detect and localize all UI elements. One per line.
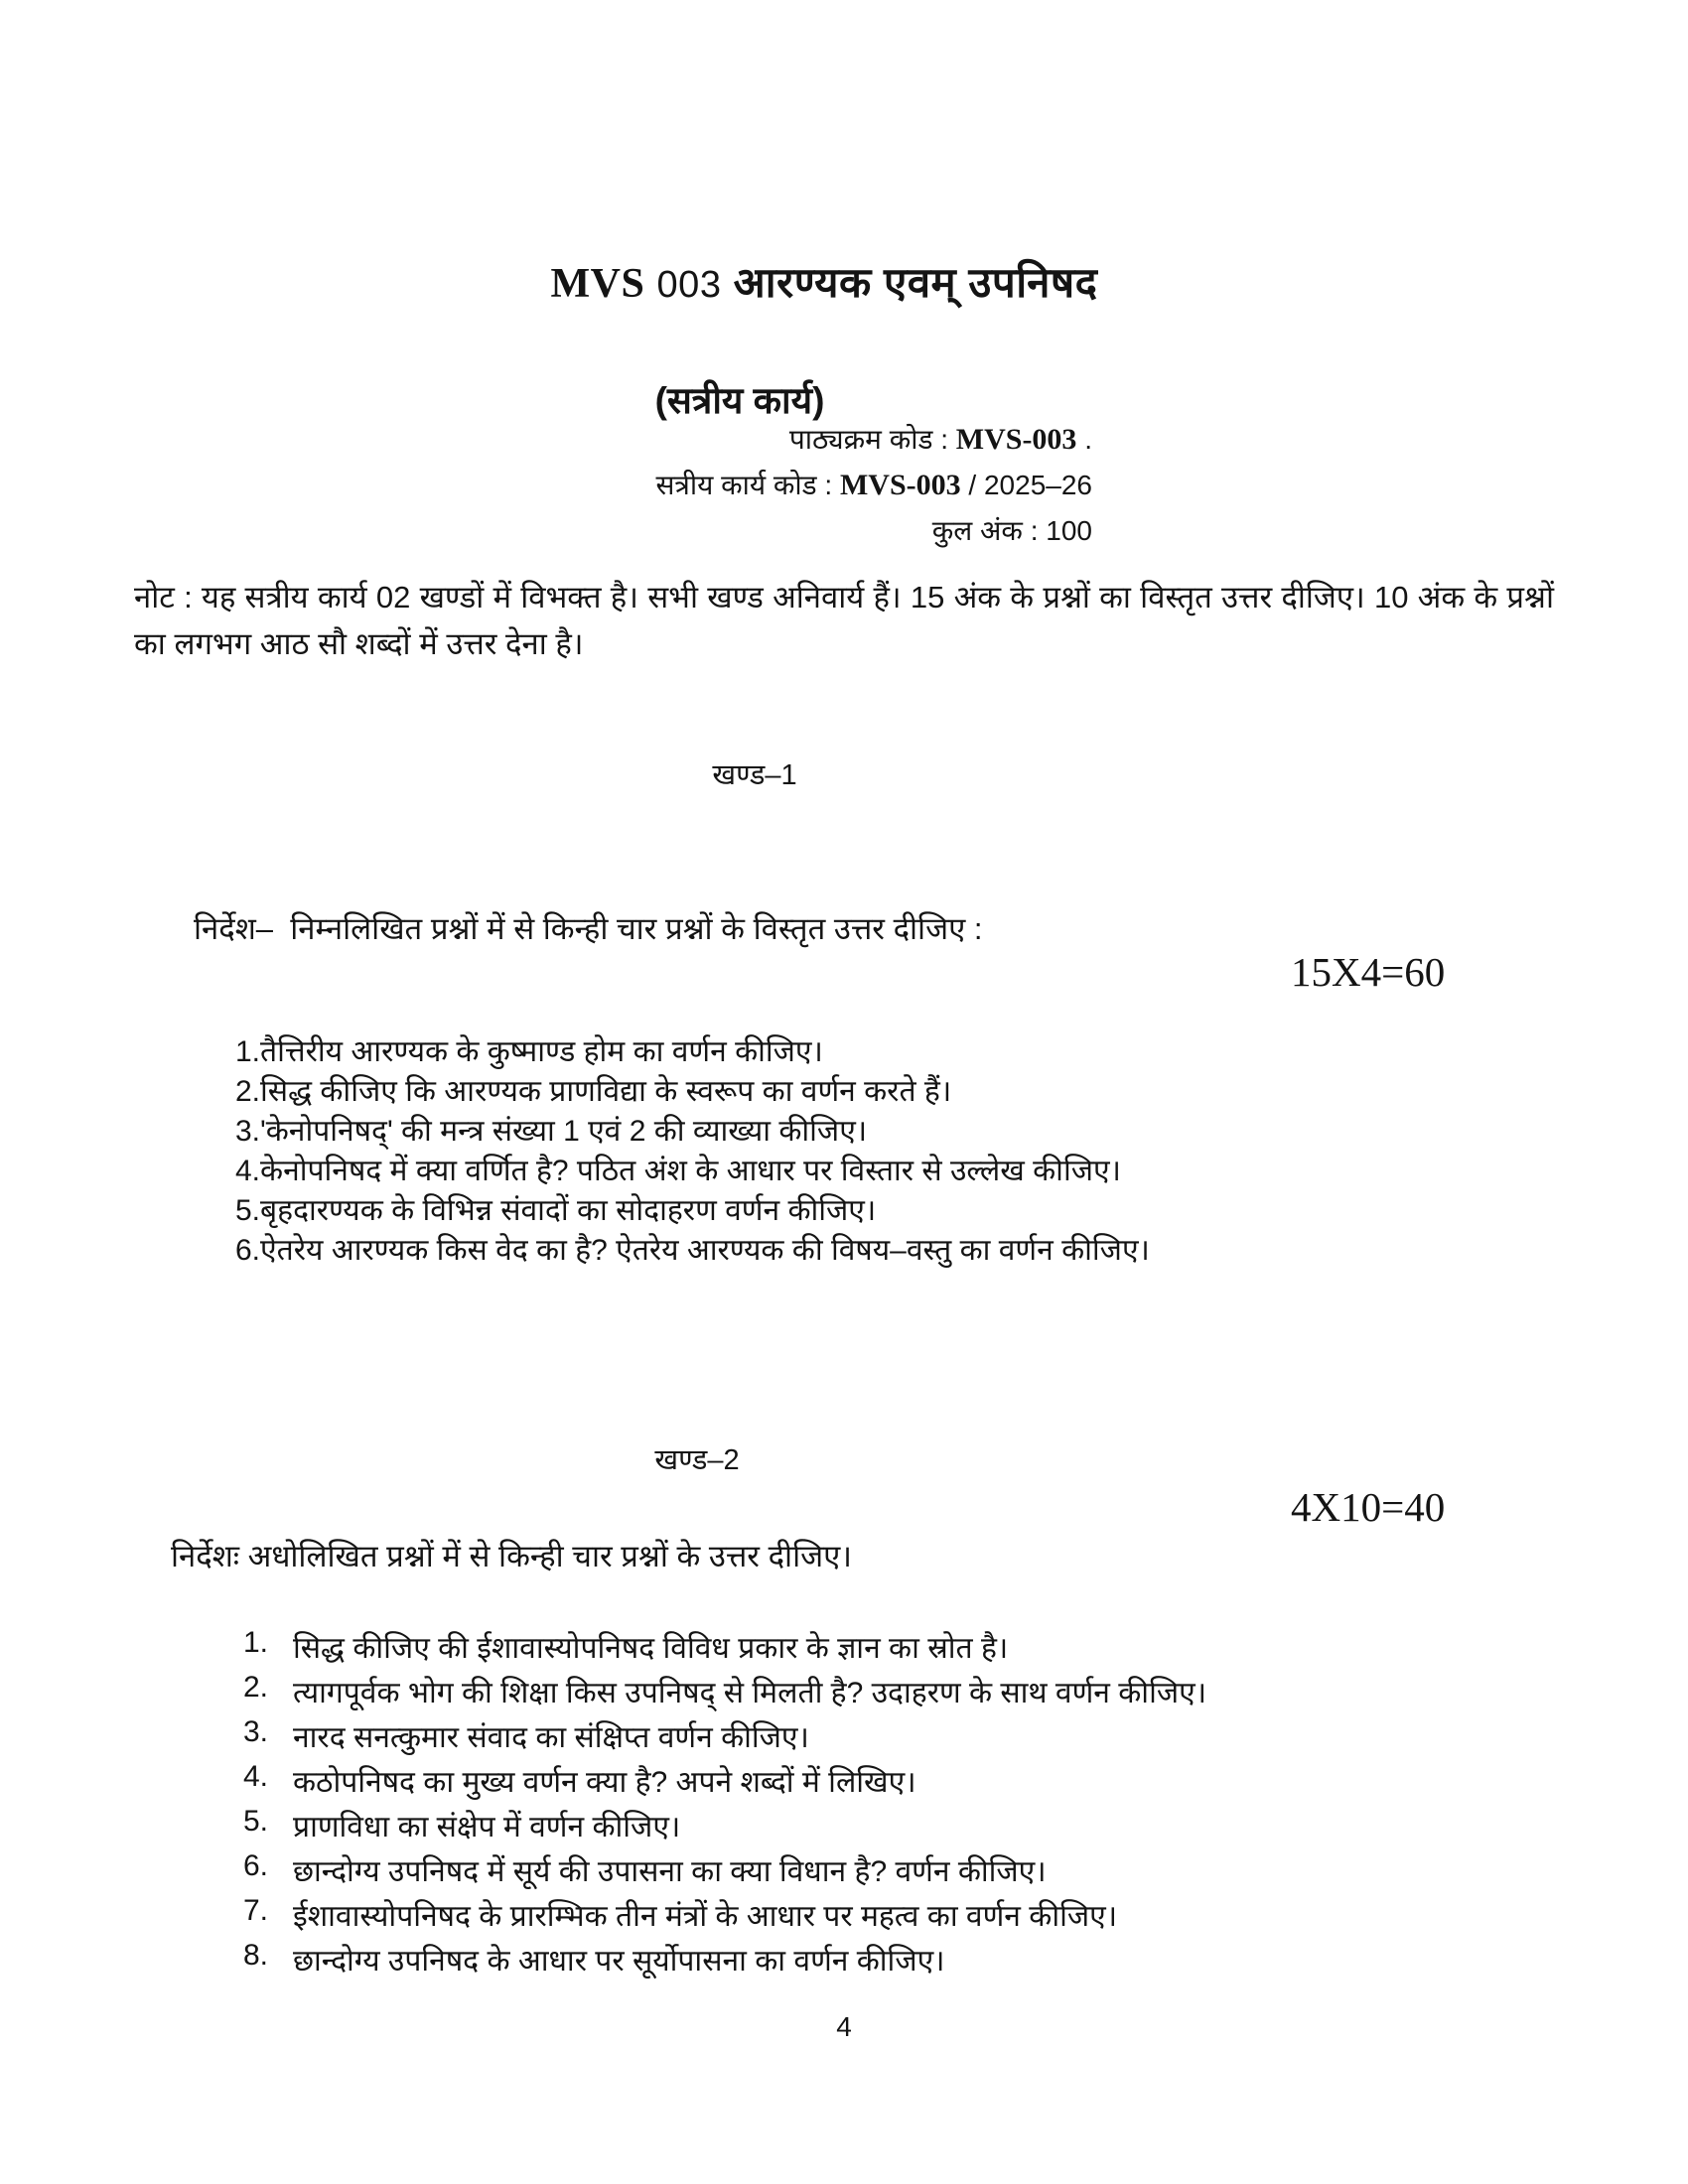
question-item [243,1805,1494,1849]
question-text: 'केनोपनिषद्' की मन्त्र संख्या 1 एवं 2 की व्याख्या कीजिए। [260,1115,868,1148]
question-item [243,1849,1494,1894]
note-paragraph: नोट : यह सत्रीय कार्य 02 खण्डों में विभक्त है। सभी खण्ड अनिवार्य हैं। 15 अंक के प्रश्नों का विस्तृत उत्तर दीजिए। 10 अंक के प्रश्नों का लगभग आठ सौ शब्दों में उत्तर देना है। [134,580,1554,661]
question-text: छान्दोग्य उपनिषद में सूर्य की उपासना का क्या विधान है? वर्णन कीजिए। [293,1855,1047,1888]
question-item [243,1715,1494,1760]
question-item [243,1939,1494,1983]
question-number: 6. [243,1849,269,1882]
course-code-value: MVS-003 [955,423,1077,456]
question-text: बृहदारण्यक के विभिन्न संवादों का सोदाहरण वर्णन कीजिए। [260,1194,877,1227]
question-text: सिद्ध कीजिए कि आरण्यक प्राणविद्या के स्वरूप का वर्णन करते हैं। [260,1075,952,1108]
page-title [0,253,1668,310]
section1-marks: 15X4=60 [1291,949,1446,995]
session-code-row [655,463,1092,508]
question-text: नारद सनत्कुमार संवाद का संक्षिप्त वर्णन कीजिए। [293,1721,809,1754]
section2-directions: निर्देशः अधोलिखित प्रश्नों में से किन्ही चार प्रश्नों के उत्तर दीजिए। [171,1539,853,1573]
section2-question-list [243,1626,1494,1983]
question-text: तैत्तिरीय आरण्यक के कुष्माण्ड होम का वर्णन कीजिए। [260,1035,823,1068]
question-number: 6. [235,1234,261,1267]
question-number: 1. [243,1626,269,1659]
page-number: 4 [836,2011,852,2042]
question-item [235,1032,1477,1072]
question-item [243,1671,1494,1715]
total-marks-label: कुल अंक : [931,515,1039,546]
question-number: 5. [235,1194,261,1227]
question-number: 8. [243,1939,269,1972]
session-code-value: MVS-003 [839,469,961,501]
question-item [235,1112,1477,1152]
question-number: 4. [235,1155,261,1187]
question-number: 5. [243,1805,269,1838]
session-code-suffix: / 2025–26 [968,470,1092,500]
course-code-suffix: . [1084,424,1092,455]
question-number: 2. [243,1671,269,1704]
question-number: 4. [243,1760,269,1793]
question-text: ईशावास्योपनिषद के प्रारम्भिक तीन मंत्रों के आधार पर महत्व का वर्णन कीजिए। [293,1900,1118,1933]
question-item [243,1626,1494,1671]
course-code-label: पाठ्यक्रम कोड : [788,424,948,455]
page-subtitle: (सत्रीय कार्य) [654,380,825,421]
section2-marks: 4X10=40 [1291,1484,1446,1530]
question-number: 7. [243,1894,269,1927]
question-number: 3. [235,1115,261,1148]
question-text: कठोपनिषद का मुख्य वर्णन क्या है? अपने शब्दों में लिखिए। [293,1766,916,1799]
question-text: त्यागपूर्वक भोग की शिक्षा किस उपनिषद् से मिलती है? उदाहरण के साथ वर्णन कीजिए। [293,1677,1207,1709]
meta-block [655,417,1092,554]
question-text: सिद्ध कीजिए की ईशावास्योपनिषद विविध प्रकार के ज्ञान का स्रोत है। [293,1632,1009,1665]
question-number: 1. [235,1035,261,1068]
question-item [235,1231,1477,1271]
question-number: 2. [235,1075,261,1108]
question-item [235,1152,1477,1191]
question-item [243,1760,1494,1805]
question-item [235,1191,1477,1231]
section1-directions: निर्देश– निम्नलिखित प्रश्नों में से किन्ही चार प्रश्नों के विस्तृत उत्तर दीजिए : [194,911,983,946]
section1-question-list [235,1032,1477,1271]
question-item [243,1894,1494,1939]
question-number: 3. [243,1715,269,1748]
course-code: MVS [550,261,645,307]
question-text: ऐतरेय आरण्यक किस वेद का है? ऐतरेय आरण्यक की विषय–वस्तु का वर्णन कीजिए। [260,1234,1150,1267]
total-marks-row [655,508,1092,554]
section2-heading: खण्ड–2 [654,1444,740,1476]
course-code-row [655,417,1092,463]
session-code-label: सत्रीय कार्य कोड : [655,470,833,500]
question-item [235,1072,1477,1112]
total-marks-value: 100 [1046,515,1092,546]
course-number: 003 [656,264,722,306]
question-text: केनोपनिषद में क्या वर्णित है? पठित अंश के आधार पर विस्तार से उल्लेख कीजिए। [260,1155,1121,1187]
question-text: छान्दोग्य उपनिषद के आधार पर सूर्योपासना का वर्णन कीजिए। [293,1945,945,1978]
section1-heading: खण्ड–1 [712,759,797,791]
course-title-text: आरण्यक एवम् उपनिषद [733,259,1098,306]
question-text: प्राणविधा का संक्षेप में वर्णन कीजिए। [293,1811,681,1843]
